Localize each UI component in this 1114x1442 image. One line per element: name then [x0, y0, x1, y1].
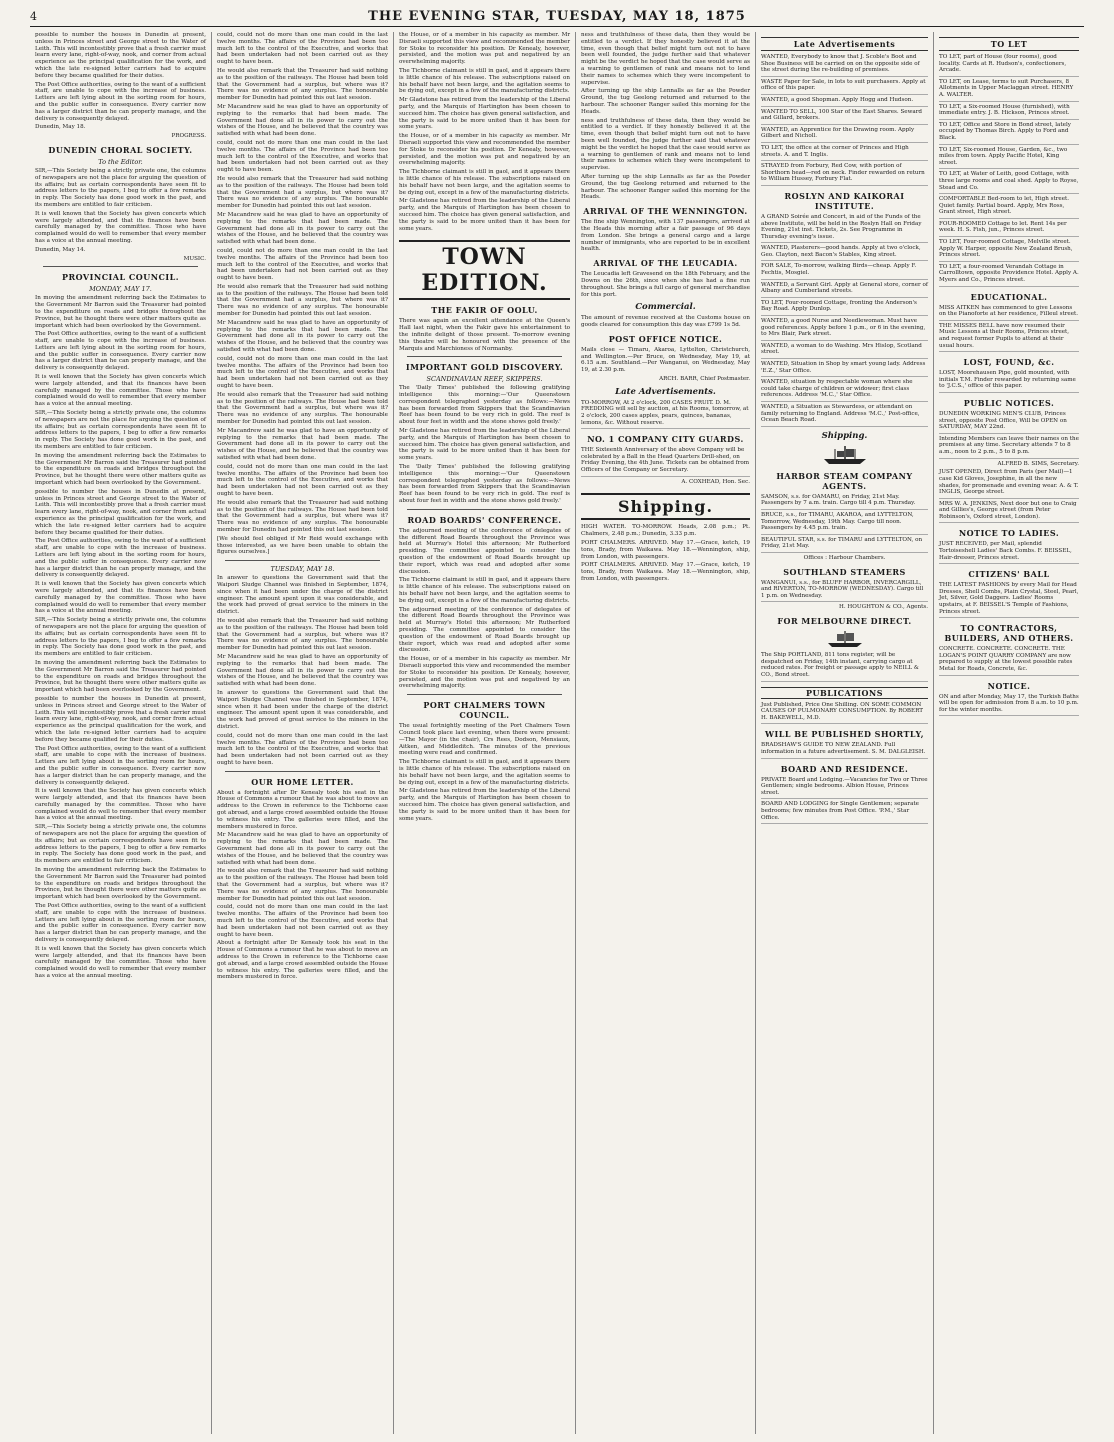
- advertisement: CONCRETE. CONCRETE. CONCRETE. THE LOGAN'S POINT QUARRY COMPANY are now prepared to supply at the lowest possible rates Metal for Roads, Concrete, &c.: [939, 646, 1079, 675]
- article-text: Mr Gladstone has retired from the leadership of the Liberal party, and the Marquis of Hartington has been chosen to succeed him. The choice has given general satisfaction, and the party is said to be more united than it has been for some years.: [399, 198, 570, 232]
- article-text: could, could not do more than one man could in the last twelve months. The affairs of the Province had been too much left to the control of the Executive, and works that had been undertaken had not been carried out as they ought to have been.: [217, 355, 388, 390]
- advertisement: BOARD AND LODGING for Single Gentlemen; separate bedrooms; few minutes from Post Office. 'P.M.,' Star Office.: [761, 801, 928, 824]
- article-text: possible to number the houses in Dunedin at present, unless in Princes street and George street to the Water of Leith. This will incontestibly prove that a fresh carrier must learn every lane, right-of-way, nook, and corner from actual experience as the principal qualification for the work, and which the late re-signed letter carriers had to acquire before they became qualified for their duties.: [35, 695, 206, 743]
- advertisement: WANTED TO SELL, 100 Star of the East Shares. Seward and Gillard, brokers.: [761, 109, 928, 125]
- ship-icon: [761, 444, 928, 466]
- article-text: could, could not do more than one man could in the last twelve months. The affairs of the Province had been too much left to the control of the Executive, and works that had been undertaken had not been carried out as they ought to have been.: [217, 32, 388, 66]
- headline: ARRIVAL OF THE LEUCADIA.: [593, 258, 738, 269]
- advertisement: BRADSHAW'S GUIDE TO NEW ZEALAND. Full information in a future advertisement. S. M. DALGLEISH.: [761, 742, 928, 758]
- advertisement: THE Sixteenth Anniversary of the above Company will be celebrated by a Ball in the Head Quarters Drill-shed, on Friday Evening, the 4th June. Tickets can be obtained from Officers of the Company or Secretary.: [581, 447, 750, 476]
- page-number: 4: [30, 9, 37, 23]
- office-address: Offices : Harbour Chambers.: [803, 554, 886, 561]
- article-text: He would also remark that the Treasurer had said nothing as to the position of the railways. The House had been told that the Government had a surplus, but where was it? There was no evidence of any surplus. The honourable member for Dunedin had pointed this out last session.: [217, 499, 388, 533]
- advertisement: SAMSON, s.s. for OAMARU, on Friday, 21st May. Passengers by 7 a.m. train. Cargo till 4 p.m. Thursday.: [761, 494, 928, 510]
- advertisement: DUNEDIN WORKING MEN'S CLUB, Princes street, opposite Post Office, Will be OPEN on SATURDAY, MAY 22nd.: [939, 411, 1079, 434]
- article-text: He would also remark that the Treasurer had said nothing as to the position of the railways. The House had been told that the Government had a surplus, but where was it? There was no evidence of any surplus. The honourable member for Dunedin had pointed this out last session.: [217, 868, 388, 902]
- advertisement: TO LET, a four-roomed Verandah Cottage in Carrolltown, opposite Providence Hotel. Apply A. Myers and Co., Princes street.: [939, 264, 1079, 287]
- article-text: The Tichborne claimant is still in gaol, and it appears there is little chance of his release. The subscriptions raised on his behalf have not been large, and the agitation seems to be dying out, except in a few of the manufacturing districts.: [399, 169, 570, 196]
- advertisement: MRS W. A. JENKINS, Next door but one to Craig and Gillies's, George street (from Peter Robinson's, Oxford street, London).: [939, 501, 1079, 524]
- article-text: In moving the amendment referring back the Estimates to the Government Mr Barron said the Treasurer had pointed to the expenditure on roads and bridges throughout the Province, but he thought there were other matters quite as important which had been overlooked by the Government.: [35, 867, 206, 901]
- headline: POST OFFICE NOTICE.: [608, 333, 723, 344]
- article-text: Mr Gladstone has retired from the leadership of the Liberal party, and the Marquis of Hartington has been chosen to succeed him. The choice has given general satisfaction, and the party is said to be more united than it has been for some years.: [399, 788, 570, 822]
- town-edition-banner: TOWN EDITION.: [399, 240, 570, 300]
- signature: PROGRESS.: [171, 133, 206, 140]
- advertisement: JUST RECEIVED, per Mail, splendid Tortoiseshell Ladies' Back Combs. F. BEISSEL, Hair-dresser, Princes street.: [939, 541, 1079, 564]
- advertisement: WANTED, a Situation as Stewardess, or attendant on family returning to England. Address 'M.C.,' Post-office, Ocean Beach Road.: [761, 404, 928, 427]
- headline: NO. 1 COMPANY CITY GUARDS.: [587, 434, 744, 445]
- advertisement: LOST, Moorehausen Pipe, gold mounted, with initials T.M. Finder rewarded by returning same to 'J.C.S.,' office of this paper.: [939, 370, 1079, 393]
- article-text: It is well known that the Society has given concerts which were largely attended, and that its finances have been carefully managed by the committee. Those who have complained would do well to remember that every member has a voice at the annual meeting.: [35, 374, 206, 408]
- subheading: SCANDINAVIAN REEF, SKIPPERS.: [426, 375, 543, 384]
- advertisement: MISS AITKEN has commenced to give Lessons on the Pianoforte at her residence, Filleul street.: [939, 305, 1079, 321]
- subheading: TUESDAY, MAY 18.: [270, 565, 335, 574]
- advertisement: WANTED, an Apprentice for the Drawing room. Apply Gilbert and Nicholl.: [761, 127, 928, 143]
- ship-icon: [761, 629, 928, 649]
- headline: NOTICE TO LADIES.: [958, 528, 1060, 539]
- article-text: He would also remark that the Treasurer had said nothing as to the position of the railways. The House had been told that the Government had a surplus, but where was it? There was no evidence of any surplus. The honourable member for Dunedin had pointed this out last session.: [217, 67, 388, 102]
- column-5: [756, 32, 934, 1434]
- advertisement: JUST OPENED, Direct from Paris (per Mail)—1 case Kid Gloves, Josephine, in all the new shades, for promenade and evening wear. A. & T. INGLIS, George street.: [939, 469, 1079, 498]
- article-text: About a fortnight after Dr Kenealy took his seat in the House of Commons a rumour that he was about to move an address to the Crown in reference to the Tichborne case got abroad, and a large crowd assembled outside the House to witness his entry. The galleries were filled, and the members mustered in force.: [217, 789, 388, 830]
- column-6: [934, 32, 1084, 1434]
- signature: ALFRED B. SIMS, Secretary.: [997, 460, 1079, 467]
- headline: IMPORTANT GOLD DISCOVERY.: [405, 362, 564, 373]
- article-text: He would also remark that the Treasurer had said nothing as to the position of the railways. The House had been told that the Government had a surplus, but where was it? There was no evidence of any surplus. The honourable member for Dunedin had pointed this out last session.: [217, 391, 388, 426]
- subheading: To the Editor.: [98, 157, 143, 166]
- section-heading: Commercial.: [635, 302, 696, 313]
- article-text: After turning up the ship Lennalls as far as the Powder Ground, the tug Geelong returned and returned to the harbour. The schooner Ranger sailed this morning for the Heads.: [581, 88, 750, 115]
- advertisement: Intending Members can leave their names on the premises at any time. Secretary attends 7 to 8 a.m., noon to 2 p.m., 5 to 8 p.m.: [939, 436, 1079, 459]
- article-text: possible to number the houses in Dunedin at present, unless in Princes street and George street to the Water of Leith. This will incontestibly prove that a fresh carrier must learn every lane, right-of-way, nook, and corner from actual experience as the principal qualification for the work, and which the late re-signed letter carriers had to acquire before they became qualified for their duties.: [35, 488, 206, 536]
- advertisement: WANTED, a good Nurse and Needlewoman. Must have good references. Apply before 1 p.m., or 6 in the evening, to Mrs Blair, Park street.: [761, 318, 928, 341]
- advertisement: Just Published, Price One Shilling. ON SOME COMMON CAUSES OF PULMONARY CONSUMPTION. By ROBERT H. BAKEWELL, M.D.: [761, 702, 928, 725]
- headline: OUR HOME LETTER.: [251, 776, 354, 787]
- article-text: The 'Daily Times' published the following gratifying intelligence this morning:—'Our Queenstown correspondent telegraphed yesterday as follows:—News has been forwarded from Skippers that the Scandinavian Reef has been found to be very rich in gold. The reef is about four feet in width and the stone shows gold freely.': [399, 385, 570, 426]
- advertisement: THE LATEST FASHIONS by every Mail for Head Dresses, Shell Combs, Plain Crystal, Steel, Pearl, Jet, Silver, Gold Daggers. Ladies' Rooms upstairs, at F. BEISSEL'S Temple of Fashions, Princes street.: [939, 582, 1079, 618]
- article-text: Mr Macandrew said he was glad to have an opportunity of replying to the remarks that had been made. The Government had done all in its power to carry out the wishes of the House, and he believed that the country was satisfied with what had been done.: [217, 103, 388, 138]
- headline: ROAD BOARDS' CONFERENCE.: [407, 514, 562, 525]
- advertisement: ON and after Monday, May 17, the Turkish Baths will be open for admission from 8 a.m. to 10 p.m. for the winter months.: [939, 694, 1079, 717]
- signature: A. COXHEAD, Hon. Sec.: [681, 478, 750, 485]
- advertisement: TO LET, Four-roomed Cottage, Melville street. Apply W. Harper, opposite New Zealand Brush, Princes street.: [939, 239, 1079, 262]
- advertisement: BEAUTIFUL STAR, s.s. for TIMARU and LYTTELTON, on Friday, 21st May.: [761, 537, 928, 553]
- shipping-arrivals: PORT CHALMERS. ARRIVED. May 17.—Grace, ketch, 19 tons, Brady, from Waikawa. May 18.—Wennington, ship, from London, with passengers.: [581, 540, 750, 560]
- column-2: [212, 32, 394, 1434]
- article-text: could, could not do more than one man could in the last twelve months. The affairs of the Province had been too much left to the control of the Executive, and works that had been undertaken had not been carried out as they ought to have been.: [217, 463, 388, 497]
- article-text: ness and truthfulness of these data, then they would be entitled to a verdict. If they honestly believed it at the time, even though that belief might turn out not to have been well founded, the judge further said that whatever might be the verdict he hoped that the case would serve as a warning to gentlemen of rank and means not to lend their names to schemes which they were incompetent to supervise.: [581, 117, 750, 172]
- column-4: [576, 32, 756, 1434]
- divider: [225, 771, 380, 772]
- article-text: In moving the amendment referring back the Estimates to the Government Mr Barron said the Treasurer had pointed to the expenditure on roads and bridges throughout the Province, but he thought there were other matters quite as important which had been overlooked by the Government.: [35, 659, 206, 694]
- advertisement: WANTED, Everybody to know that J. Scoble's Boot and Shoe Business will be carried on on the opposite side of the street during the re-building of premises.: [761, 54, 928, 77]
- tide-table: HIGH WATER. TO-MORROW. Heads, 2.08 p.m.; Pt. Chalmers, 2.48 p.m.; Dunedin, 3.33 p.m.: [581, 524, 750, 538]
- headline: WILL BE PUBLISHED SHORTLY,: [764, 729, 925, 740]
- divider: [407, 694, 562, 695]
- signature: MUSIC.: [183, 255, 206, 262]
- advertisement: WANTED, situation by respectable woman where she could take charge of children or widower; first class references. Address 'M.C.,' Star Office.: [761, 379, 928, 402]
- advertisement: TO LET, Six-roomed House, Garden, &c., two miles from town. Apply Pacific Hotel, King street.: [939, 147, 1079, 170]
- article-text: Mr Macandrew said he was glad to have an opportunity of replying to the remarks that had been made. The Government had done all in its power to carry out the wishes of the House, and he believed that the country was satisfied with what had been done.: [217, 319, 388, 354]
- dateline: Dunedin, May 18.: [35, 124, 86, 131]
- advertisement: BRUCE, s.s., for TIMARU, AKAROA, and LYTTELTON, Tomorrow, Wednesday, 19th May. Cargo till noon. Passengers by 4.45 p.m. train.: [761, 512, 928, 535]
- article-text: Mr Macandrew said he was glad to have an opportunity of replying to the remarks that had been made. The Government had done all in its power to carry out the wishes of the House, and he believed that the country was satisfied with what had been done.: [217, 653, 388, 688]
- article-text: In moving the amendment referring back the Estimates to the Government Mr Barron said the Treasurer had pointed to the expenditure on roads and bridges throughout the Province, but he thought there were other matters quite as important which had been overlooked by the Government.: [35, 295, 206, 329]
- advertisement: FOR SALE, To-morrow, walking Birds—cheap. Apply F. Fechtis, Mosgiel.: [761, 263, 928, 279]
- article-text: could, could not do more than one man could in the last twelve months. The affairs of the Province had been too much left to the control of the Executive, and works that had been undertaken had not been carried out as they ought to have been.: [217, 247, 388, 282]
- signature: ARCH. BARR, Chief Postmaster.: [659, 376, 750, 383]
- headline: EDUCATIONAL.: [970, 291, 1048, 302]
- article-text: About a fortnight after Dr Kenealy took his seat in the House of Commons a rumour that he was about to move an address to the Crown in reference to the Tichborne case got abroad, and a large crowd assembled outside the House to witness his entry. The galleries were filled, and the members mustered in force.: [217, 940, 388, 981]
- advertisement: STRAYED from Forbury, Red Cow, with portion of Shorthorn head—red on neck. Finder rewarded on return to William Hussey, Forbury Flat.: [761, 163, 928, 186]
- article-text: ness and truthfulness of these data, then they would be entitled to a verdict. If they honestly believed it at the time, even though that belief might turn out not to have been well founded, the judge further said that whatever might be the verdict he hoped that the case would serve as a warning to gentlemen of rank and means not to lend their names to schemes which they were incompetent to supervise.: [581, 32, 750, 86]
- letter-text: SIR,—This Society being a strictly private one, the columns of newspapers are not the place for arguing the question of its affairs; but as certain correspondents have seen fit to address letters to the papers, I beg to offer a few remarks in reply. The Society has done good work in the past, and its members are entitled to fair criticism.: [35, 167, 206, 208]
- article-text: He would also remark that the Treasurer had said nothing as to the position of the railways. The House had been told that the Government had a surplus, but where was it? There was no evidence of any surplus. The honourable member for Dunedin had pointed this out last session.: [217, 283, 388, 318]
- signature: H. HOUGHTON & CO., Agents.: [838, 604, 928, 611]
- section-heading: Late Advertisements.: [615, 386, 716, 397]
- headline: SOUTHLAND STEAMERS: [783, 566, 906, 577]
- article-text: The Leucadia left Gravesend on the 18th February, and the Downs on the 26th, since when she has had a fine run throughout. She brings a full cargo of general merchandise for this port.: [581, 271, 750, 298]
- headline: BOARD AND RESIDENCE.: [780, 763, 909, 774]
- article-text: The Post Office authorities, owing to the want of a sufficient staff, are unable to cope with the increase of business. Letters are left lying about in the sorting room for hours, and the public suffer in consequence. Every carrier now has a larger district than he can properly manage, and the delivery is consequently delayed.: [35, 903, 206, 944]
- advertisement: TO LET, the office at the corner of Princes and High streets. A. and T. Inglis.: [761, 145, 928, 161]
- article-text: In answer to questions the Government said that the Waipori Sludge Channel was finished in September, 1874, since when it had been under the charge of the district engineer. The amount spent upon it was considerable, and the work had proved of great service to the miners in the district.: [217, 689, 388, 730]
- advertisement: TO LET, a Six-roomed House (furnished), with immediate entry. J. B. Hickson, Princes street.: [939, 104, 1079, 120]
- divider: [407, 356, 562, 357]
- article-text: The adjourned meeting of the conference of delegates of the different Road Boards throughout the Province was held at Murray's Hotel this afternoon; Mr Rutherford presiding. The committee appointed to consider the question of the endowment of Road Boards brought up their report, which was read and adopted after some discussion.: [399, 527, 570, 575]
- article-text: SIR,—This Society being a strictly private one, the columns of newspapers are not the place for arguing the question of its affairs; but as certain correspondents have seen fit to address letters to the papers, I beg to offer a few remarks in reply. The Society has done good work in the past, and its members are entitled to fair criticism.: [35, 410, 206, 451]
- headline: THE FAKIR OF OOLU.: [431, 305, 538, 316]
- headline: FOR MELBOURNE DIRECT.: [777, 616, 912, 627]
- advertisement: WANTED, a good Shopman. Apply Hogg and Hudson.: [761, 97, 928, 107]
- article-text: He would also remark that the Treasurer had said nothing as to the position of the railways. The House had been told that the Government had a surplus, but where was it? There was no evidence of any surplus. The honourable member for Dunedin had pointed this out last session.: [217, 617, 388, 652]
- article-text: After turning up the ship Lennalls as far as the Powder Ground, the tug Geelong returned and returned to the harbour. The schooner Ranger sailed this morning for the Heads.: [581, 173, 750, 201]
- article-text: could, could not do more than one man could in the last twelve months. The affairs of the Province had been too much left to the control of the Executive, and works that had been undertaken had not been carried out as they ought to have been.: [217, 904, 388, 938]
- headline: PROVINCIAL COUNCIL.: [61, 272, 180, 283]
- article-text: Mr Gladstone has retired from the leadership of the Liberal party, and the Marquis of Hartington has been chosen to succeed him. The choice has given general satisfaction, and the party is said to be more united than it has been for some years.: [399, 97, 570, 131]
- advertisement: A GRAND Soirée and Concert, in aid of the Funds of the above Institute, will be held in the Roslyn Hall on Friday Evening, 21st inst. Tickets, 2s. See Programme in Thursday evening's issue.: [761, 214, 928, 243]
- advertisement: WANTED, Plasterers—good hands. Apply at two o'clock, Geo. Clayton, next Bacon's Stables, King street.: [761, 245, 928, 261]
- divider: [407, 509, 562, 510]
- article-text: The Post Office authorities, owing to the want of a sufficient staff, are unable to cope with the increase of business. Letters are left lying about in the sorting room for hours, and the public suffer in consequence. Every carrier now has a larger district than he can properly manage, and the delivery is consequently delayed.: [35, 538, 206, 579]
- article-text: The Post Office authorities, owing to the want of a sufficient staff, are unable to cope with the increase of business. Letters are left lying about in the sorting room for hours, and the public suffer in consequence. Every carrier now has a larger district than he can properly manage, and the delivery is consequently delayed.: [35, 331, 206, 372]
- advertisement: TO LET, Office and Store in Bond street, lately occupied by Thomas Birch. Apply to Ford and Black.: [939, 122, 1079, 145]
- article-text: He would also remark that the Treasurer had said nothing as to the position of the railways. The House had been told that the Government had a surplus, but where was it? There was no evidence of any surplus. The honourable member for Dunedin had pointed this out last session.: [217, 175, 388, 210]
- column-1: [30, 32, 212, 1434]
- shipping-banner: Shipping.: [581, 493, 750, 520]
- advertisement: WANTED, Situation in Shop by smart young lady. Address 'E.Z.,' Star Office.: [761, 361, 928, 377]
- headline: PORT CHALMERS TOWN COUNCIL.: [423, 700, 546, 721]
- article-text: The usual fortnightly meeting of the Port Chalmers Town Council took place last evening, when there were present:—The Mayor (in the chair), Crs Rees, Dodson, Mensiaux, Aitken, and Middleditch. The minutes of the previous meeting were read and confirmed.: [399, 723, 570, 757]
- advertisement: WANTED, a Servant Girl. Apply at General store, corner of Albany and Cumberland streets.: [761, 282, 928, 298]
- article-text: SIR,—This Society being a strictly private one, the columns of newspapers are not the place for arguing the question of its affairs; but as certain correspondents have seen fit to address letters to the papers, I beg to offer a few remarks in reply. The Society has done good work in the past, and its members are entitled to fair criticism.: [35, 824, 206, 865]
- notice-text: Mails close — Timaru, Akaroa, Lyttelton, Christchurch, and Wellington.—Per Bruce, on Wednesday, May 19, at 6.15 a.m. Southland.—Per Wanganui, on Wednesday, May 19, at 2.30 p.m.: [581, 346, 750, 374]
- article-text: the House, or of a member in his capacity as member. Mr Disraeli supported this view and recommended the member for Stoke to reconsider his position. Dr Kenealy, however, persisted, and the motion was put and negatived by an overwhelming majority.: [399, 32, 570, 66]
- advertisement: TO LET, at Water of Leith, good Cottage, with three large rooms and coal shed. Apply to Royse, Stead and Co.: [939, 171, 1079, 194]
- section-heading: Shipping.: [821, 430, 868, 441]
- article-text: could, could not do more than one man could in the last twelve months. The affairs of the Province had been too much left to the control of the Executive, and works that had been undertaken had not been carried out as they ought to have been.: [217, 139, 388, 174]
- article-text: The Post Office authorities, owing to the want of a sufficient staff, are unable to cope with the increase of business. Letters are left lying about in the sorting room for hours, and the public suffer in consequence. Every carrier now has a larger district than he can properly manage, and the delivery is consequently delayed.: [35, 81, 206, 122]
- advertisement: THE MISSES BELL have now resumed their Music Lessons at their Rooms, Princes street, and request former Pupils to attend at their usual hours.: [939, 323, 1079, 352]
- masthead: [30, 6, 1084, 27]
- article-text: In moving the amendment referring back the Estimates to the Government Mr Barron said the Treasurer had pointed to the expenditure on roads and bridges throughout the Province, but he thought there were other matters quite as important which had been overlooked by the Government.: [35, 452, 206, 487]
- article-text: The 'Daily Times' published the following gratifying intelligence this morning:—'Our Queenstown correspondent telegraphed yesterday as follows:—News has been forwarded from Skippers that the Scandinavian Reef has been found to be very rich in gold. The reef is about four feet in width and the stone shows gold freely.': [399, 464, 570, 505]
- article-text: The adjourned meeting of the conference of delegates of the different Road Boards throughout the Province was held at Murray's Hotel this afternoon; Mr Rutherford presiding. The committee appointed to consider the question of the endowment of Road Boards brought up their report, which was read and adopted after some discussion.: [399, 606, 570, 654]
- advertisement: The Ship PORTLAND, 811 tons register, will be despatched on Friday, 14th instant, carrying cargo at reduced rates. For freight or passage apply to NEILL & CO., Bond street.: [761, 652, 928, 681]
- divider: [43, 266, 198, 267]
- advertisement: PRIVATE Board and Lodging.—Vacancies for Two or Three Gentlemen; single bedrooms. Albion House, Princes street.: [761, 777, 928, 800]
- advertisement: TO LET, on Lease, terms to suit Purchasers, 8 Allotments in Upper Maclaggan street. HENRY A. WALTER.: [939, 79, 1079, 102]
- article-text: [We should feel obliged if Mr Reid would exchange with those interested, as we have been unable to obtain the figures ourselves.]: [217, 535, 388, 556]
- article-text: possible to number the houses in Dunedin at present, unless in Princes street and George street to the Water of Leith. This will incontestibly prove that a fresh carrier must learn every lane, right-of-way, nook, and corner from actual experience as the principal qualification for the work, and which the late re-signed letter carriers had to acquire before they became qualified for their duties.: [35, 32, 206, 79]
- article-text: Mr Macandrew said he was glad to have an opportunity of replying to the remarks that had been made. The Government had done all in its power to carry out the wishes of the House, and he believed that the country was satisfied with what had been done.: [217, 832, 388, 866]
- article-text: There was again an excellent attendance at the Queen's Hall last night, when the Fakir gave his entertainment to the infinite delight of those present. To-morrow evening this theatre will be honoured with the presence of the Marquis and Marchioness of Normanby.: [399, 318, 570, 352]
- advertisement: COMFORTABLE Bed-room to let, High street. Quiet family. Partial board. Apply, Mrs Ross, Grant street, High street.: [939, 196, 1079, 219]
- article-text: It is well known that the Society has given concerts which were largely attended, and that its finances have been carefully managed by the committee. Those who have complained would do well to remember that every member has a voice at the annual meeting.: [35, 788, 206, 822]
- article-text: The Post Office authorities, owing to the want of a sufficient staff, are unable to cope with the increase of business. Letters are left lying about in the sorting room for hours, and the public suffer in consequence. Every carrier now has a larger district than he can properly manage, and the delivery is consequently delayed.: [35, 745, 206, 786]
- advertisement: TO-MORROW, At 2 o'clock, 200 CASES FRUIT. D. M. FREDDING will sell by auction, at his Rooms, tomorrow, at 2 o'clock, 200 cases apples, pears, quinces, bananas, lemons, &c. Without reserve.: [581, 400, 750, 429]
- article-text: the House, or of a member in his capacity as member. Mr Disraeli supported this view and recommended the member for Stoke to reconsider his position. Dr Kenealy, however, persisted, and the motion was put and negatived by an overwhelming majority.: [399, 656, 570, 690]
- headline: ARRIVAL OF THE WENNINGTON.: [583, 206, 748, 217]
- newspaper-title: THE EVENING STAR, TUESDAY, MAY 18, 1875: [368, 8, 746, 24]
- subheading: MONDAY, MAY 17.: [89, 285, 152, 294]
- headline: NOTICE.: [987, 680, 1031, 691]
- headline: DUNEDIN CHORAL SOCIETY.: [48, 144, 193, 155]
- headline: CITIZENS' BALL: [968, 569, 1050, 580]
- headline: TO CONTRACTORS, BUILDERS, AND OTHERS.: [944, 623, 1074, 644]
- article-text: The Tichborne claimant is still in gaol, and it appears there is little chance of his release. The subscriptions raised on his behalf have not been large, and the agitation seems to be dying out, except in a few of the manufacturing districts.: [399, 577, 570, 604]
- article-text: In answer to questions the Government said that the Waipori Sludge Channel was finished in September, 1874, since when it had been under the charge of the district engineer. The amount spent upon it was considerable, and the work had proved of great service to the miners in the district.: [217, 575, 388, 616]
- advertisement: WASTE Paper for Sale, in lots to suit purchasers. Apply at office of this paper.: [761, 79, 928, 95]
- article-text: the House, or of a member in his capacity as member. Mr Disraeli supported this view and recommended the member for Stoke to reconsider his position. Dr Kenealy, however, persisted, and the motion was put and negatived by an overwhelming majority.: [399, 133, 570, 167]
- article-text: could, could not do more than one man could in the last twelve months. The affairs of the Province had been too much left to the control of the Executive, and works that had been undertaken had not been carried out as they ought to have been.: [217, 732, 388, 766]
- headline: TO LET: [939, 37, 1079, 51]
- letter-text: It is well known that the Society has given concerts which were largely attended, and that its finances have been carefully managed by the committee. Those who have complained would do well to remember that every member has a voice at the annual meeting.: [35, 210, 206, 244]
- advertisement: WANTED, a woman to do Washing. Mrs Hislop, Scotland street.: [761, 343, 928, 359]
- headline: Late Advertisements: [761, 37, 928, 51]
- article-text: Mr Gladstone has retired from the leadership of the Liberal party, and the Marquis of Hartington has been chosen to succeed him. The choice has given general satisfaction, and the party is said to be more united than it has been for some years.: [399, 428, 570, 462]
- headline: HARBOR STEAM COMPANY AGENTS.: [776, 470, 913, 491]
- dateline: Dunedin, May 14.: [35, 246, 86, 253]
- article-text: The amount of revenue received at the Customs house on goods cleared for consumption this day was £799 1s 5d.: [581, 315, 750, 329]
- article-text: The Tichborne claimant is still in gaol, and it appears there is little chance of his release. The subscriptions raised on his behalf have not been large, and the agitation seems to be dying out, except in a few of the manufacturing districts.: [399, 67, 570, 95]
- shipping-arrivals: PORT CHALMERS. ARRIVED. May 17.—Grace, ketch, 19 tons, Brady, from Waikawa. May 18.—Wennington, ship, from London, with passengers.: [581, 562, 750, 582]
- advertisement: TO LET, Four-roomed Cottage, fronting the Anderson's Bay Road. Apply Dunlop.: [761, 300, 928, 316]
- advertisement: FOUR-ROOMED Cottage to let. Rent 14s per week. H. S. Fish, jun., Princes street.: [939, 221, 1079, 237]
- headline: PUBLIC NOTICES.: [963, 397, 1055, 408]
- article-text: SIR,—This Society being a strictly private one, the columns of newspapers are not the place for arguing the question of its affairs; but as certain correspondents have seen fit to address letters to the papers, I beg to offer a few remarks in reply. The Society has done good work in the past, and its members are entitled to fair criticism.: [35, 617, 206, 658]
- article-text: It is well known that the Society has given concerts which were largely attended, and that its finances have been carefully managed by the committee. Those who have complained would do well to remember that every member has a voice at the annual meeting.: [35, 581, 206, 615]
- divider: [225, 560, 380, 561]
- article-text: The fine ship Wennington, with 137 passengers, arrived at the Heads this morning after a fair passage of 96 days from London. She brings a general cargo and a large number of immigrants, who are reported to be in excellent health.: [581, 219, 750, 253]
- headline: LOST, FOUND, &c.: [963, 357, 1055, 368]
- article-text: It is well known that the Society has given concerts which were largely attended, and that its finances have been carefully managed by the committee. Those who have complained would do well to remember that every member has a voice at the annual meeting.: [35, 945, 206, 980]
- headline: PUBLICATIONS: [761, 687, 928, 699]
- article-text: The Tichborne claimant is still in gaol, and it appears there is little chance of his release. The subscriptions raised on his behalf have not been large, and the agitation seems to be dying out, except in a few of the manufacturing districts.: [399, 759, 570, 786]
- article-text: Mr Macandrew said he was glad to have an opportunity of replying to the remarks that had been made. The Government had done all in its power to carry out the wishes of the House, and he believed that the country was satisfied with what had been done.: [217, 427, 388, 462]
- headline: ROSLYN AND KAIKORAI INSTITUTE.: [784, 190, 905, 211]
- column-3: [394, 32, 576, 1434]
- advertisement: WANGANUI, s.s., for BLUFF HARBOR, INVERCARGILL, and RIVERTON, TO-MORROW (WEDNESDAY). Cargo till 1 p.m. on Wednesday.: [761, 580, 928, 603]
- advertisement: TO LET, part of House (four rooms), good locality. Cards at R. Hudson's, confectioners, Arcade.: [939, 54, 1079, 77]
- article-text: Mr Macandrew said he was glad to have an opportunity of replying to the remarks that had been made. The Government had done all in its power to carry out the wishes of the House, and he believed that the country was satisfied with what had been done.: [217, 211, 388, 246]
